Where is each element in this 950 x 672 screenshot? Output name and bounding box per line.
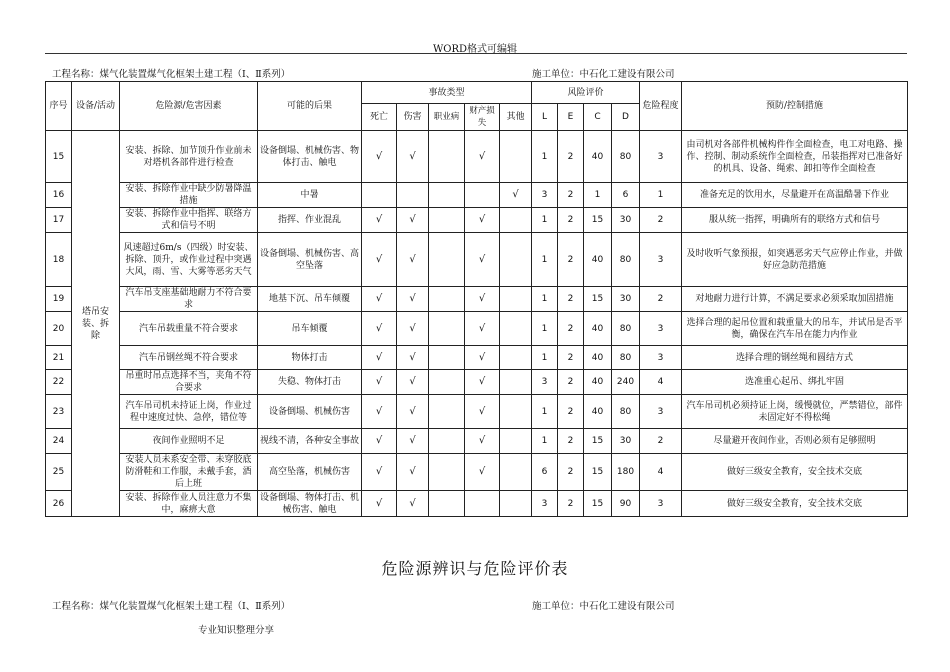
risk-E: 2: [558, 233, 584, 287]
measures-cell: 选择合理的起吊位置和载重量大的吊车，并试吊是否平衡，确保在汽车吊在能力内作业: [682, 312, 908, 346]
col-seq: 序号: [46, 82, 72, 131]
property-check: √: [465, 370, 500, 395]
col-other: 其他: [500, 104, 532, 131]
measures-cell: 准备充足的饮用水，尽量避开在高温酷暑下作业: [682, 183, 908, 208]
risk-E: 2: [558, 454, 584, 491]
col-accident-type: 事故类型: [362, 82, 532, 104]
occupational-check: [429, 395, 465, 429]
risk-D: 90: [612, 491, 640, 517]
project-name-repeat: 工程名称：煤气化装置煤气化框架土建工程（Ⅰ、Ⅱ系列）: [52, 601, 291, 612]
construction-unit-repeat: 施工单位：中石化工建设有限公司: [532, 601, 675, 612]
page-header-label: WORD格式可编辑: [432, 44, 518, 55]
other-check: [500, 233, 532, 287]
hazard-cell: 夜间作业照明不足: [120, 429, 258, 454]
death-check: √: [362, 429, 397, 454]
injury-check: √: [397, 287, 429, 312]
occupational-check: [429, 312, 465, 346]
measures-cell: 汽车吊司机必须持证上岗，缓慢就位，严禁错位，部件未固定好不得松绳: [682, 395, 908, 429]
hazard-table: [45, 81, 908, 517]
risk-E: 2: [558, 346, 584, 370]
table-row: [46, 346, 908, 370]
occupational-check: [429, 346, 465, 370]
risk-C: 1: [584, 183, 612, 208]
occupational-check: [429, 491, 465, 517]
consequence-cell: 失稳、物体打击: [258, 370, 362, 395]
other-check: [500, 312, 532, 346]
death-check: √: [362, 312, 397, 346]
risk-L: 3: [532, 183, 558, 208]
risk-C: 40: [584, 233, 612, 287]
col-death: 死亡: [362, 104, 397, 131]
other-check: [500, 370, 532, 395]
risk-E: 2: [558, 131, 584, 183]
other-check: [500, 429, 532, 454]
risk-D: 240: [612, 370, 640, 395]
property-check: √: [465, 429, 500, 454]
injury-check: √: [397, 233, 429, 287]
risk-L: 1: [532, 312, 558, 346]
risk-E: 2: [558, 312, 584, 346]
risk-C: 15: [584, 491, 612, 517]
death-check: [362, 183, 397, 208]
risk-C: 40: [584, 346, 612, 370]
risk-D: 80: [612, 131, 640, 183]
row-number: 19: [46, 287, 72, 312]
col-measures: 预防/控制措施: [682, 82, 908, 131]
risk-L: 3: [532, 370, 558, 395]
danger-level: 3: [640, 312, 682, 346]
consequence-cell: 视线不清，各种安全事故: [258, 429, 362, 454]
risk-L: 1: [532, 429, 558, 454]
occupational-check: [429, 183, 465, 208]
other-check: [500, 491, 532, 517]
hazard-cell: 安装人员未系安全带、未穿胶底防滑鞋和工作服，未戴手套，酒后上班: [120, 454, 258, 491]
other-check: [500, 131, 532, 183]
risk-C: 40: [584, 370, 612, 395]
hazard-cell: 汽车吊司机未持证上岗，作业过程中速度过快、急停，错位等: [120, 395, 258, 429]
risk-C: 40: [584, 312, 612, 346]
danger-level: 2: [640, 287, 682, 312]
hazard-cell: 汽车吊钢丝绳不符合要求: [120, 346, 258, 370]
risk-E: 2: [558, 287, 584, 312]
table-row: [46, 131, 908, 183]
col-L: L: [532, 104, 558, 131]
hazard-cell: 安装、拆除、加节顶升作业前未对塔机各部件进行检查: [120, 131, 258, 183]
col-occupational: 职业病: [429, 104, 465, 131]
risk-L: 3: [532, 491, 558, 517]
measures-cell: 尽量避开夜间作业，否则必须有足够照明: [682, 429, 908, 454]
injury-check: √: [397, 491, 429, 517]
danger-level: 3: [640, 233, 682, 287]
risk-D: 30: [612, 429, 640, 454]
danger-level: 2: [640, 429, 682, 454]
property-check: √: [465, 395, 500, 429]
property-check: √: [465, 346, 500, 370]
row-number: 20: [46, 312, 72, 346]
col-consequence: 可能的后果: [258, 82, 362, 131]
table-row: [46, 208, 908, 233]
risk-E: 2: [558, 429, 584, 454]
table-row: [46, 395, 908, 429]
injury-check: √: [397, 395, 429, 429]
consequence-cell: 设备倒塌、机械伤害: [258, 395, 362, 429]
table-row: [46, 312, 908, 346]
risk-D: 80: [612, 346, 640, 370]
table-row: [46, 287, 908, 312]
risk-L: 6: [532, 454, 558, 491]
consequence-cell: 设备倒塌、物体打击、机械伤害、触电: [258, 491, 362, 517]
consequence-cell: 吊车倾覆: [258, 312, 362, 346]
risk-C: 15: [584, 454, 612, 491]
risk-E: 2: [558, 183, 584, 208]
consequence-cell: 中暑: [258, 183, 362, 208]
header-rule: [45, 53, 907, 54]
table-row: [46, 233, 908, 287]
injury-check: √: [397, 312, 429, 346]
risk-C: 40: [584, 131, 612, 183]
col-equipment: 设备/活动: [72, 82, 120, 131]
hazard-cell: 安装、拆除作业中指挥、联络方式和信号不明: [120, 208, 258, 233]
risk-L: 1: [532, 287, 558, 312]
risk-D: 80: [612, 312, 640, 346]
measures-cell: 对地耐力进行计算，不满足要求必须采取加固措施: [682, 287, 908, 312]
risk-E: 2: [558, 491, 584, 517]
row-number: 24: [46, 429, 72, 454]
property-check: [465, 491, 500, 517]
col-injury: 伤害: [397, 104, 429, 131]
risk-D: 80: [612, 233, 640, 287]
occupational-check: [429, 208, 465, 233]
other-check: [500, 454, 532, 491]
hazard-cell: 汽车吊支座基础地耐力不符合要求: [120, 287, 258, 312]
property-check: √: [465, 454, 500, 491]
risk-E: 2: [558, 395, 584, 429]
measures-cell: 做好三级安全教育，安全技术交底: [682, 491, 908, 517]
death-check: √: [362, 287, 397, 312]
risk-L: 1: [532, 395, 558, 429]
hazard-cell: 安装、拆除作业人员注意力不集中，麻痹大意: [120, 491, 258, 517]
danger-level: 2: [640, 208, 682, 233]
other-check: [500, 395, 532, 429]
measures-cell: 选择合理的钢丝绳和圆结方式: [682, 346, 908, 370]
risk-L: 1: [532, 208, 558, 233]
death-check: √: [362, 131, 397, 183]
occupational-check: [429, 287, 465, 312]
table-row: [46, 454, 908, 491]
occupational-check: [429, 131, 465, 183]
injury-check: √: [397, 131, 429, 183]
row-number: 18: [46, 233, 72, 287]
other-check: √: [500, 183, 532, 208]
other-check: [500, 208, 532, 233]
col-property: 财产损失: [465, 104, 500, 131]
danger-level: 4: [640, 370, 682, 395]
risk-D: 30: [612, 287, 640, 312]
danger-level: 3: [640, 346, 682, 370]
equipment-group: 塔吊安装、拆除: [72, 131, 120, 517]
occupational-check: [429, 454, 465, 491]
consequence-cell: 设备倒塌、机械伤害、物体打击、触电: [258, 131, 362, 183]
table-title: 危险源辨识与危险评价表: [381, 559, 569, 578]
death-check: √: [362, 395, 397, 429]
row-number: 23: [46, 395, 72, 429]
death-check: √: [362, 454, 397, 491]
footer-text: 专业知识整理分享: [198, 625, 275, 636]
measures-cell: 做好三级安全教育，安全技术交底: [682, 454, 908, 491]
row-number: 26: [46, 491, 72, 517]
row-number: 21: [46, 346, 72, 370]
death-check: √: [362, 370, 397, 395]
injury-check: √: [397, 208, 429, 233]
project-name: 工程名称：煤气化装置煤气化框架土建工程（Ⅰ、Ⅱ系列）: [52, 69, 291, 80]
consequence-cell: 指挥、作业混乱: [258, 208, 362, 233]
measures-cell: 选准重心起吊、绑扎牢固: [682, 370, 908, 395]
table-row: [46, 429, 908, 454]
row-number: 16: [46, 183, 72, 208]
occupational-check: [429, 233, 465, 287]
col-D: D: [612, 104, 640, 131]
property-check: √: [465, 287, 500, 312]
row-number: 17: [46, 208, 72, 233]
property-check: [465, 183, 500, 208]
hazard-cell: 汽车吊载重量不符合要求: [120, 312, 258, 346]
consequence-cell: 高空坠落，机械伤害: [258, 454, 362, 491]
death-check: √: [362, 346, 397, 370]
property-check: √: [465, 312, 500, 346]
consequence-cell: 地基下沉、吊车倾覆: [258, 287, 362, 312]
danger-level: 1: [640, 183, 682, 208]
property-check: √: [465, 208, 500, 233]
injury-check: √: [397, 370, 429, 395]
hazard-cell: 吊重时吊点选择不当，夹角不符合要求: [120, 370, 258, 395]
row-number: 25: [46, 454, 72, 491]
col-hazard: 危险源/危害因素: [120, 82, 258, 131]
table-row: [46, 370, 908, 395]
hazard-cell: 安装、拆除作业中缺少防暑降温措施: [120, 183, 258, 208]
risk-L: 1: [532, 233, 558, 287]
property-check: √: [465, 131, 500, 183]
table-row: [46, 183, 908, 208]
death-check: √: [362, 491, 397, 517]
measures-cell: 及时收听气象预报，如突遇恶劣天气应停止作业，并做好应急防范措施: [682, 233, 908, 287]
danger-level: 3: [640, 491, 682, 517]
other-check: [500, 346, 532, 370]
risk-E: 2: [558, 208, 584, 233]
other-check: [500, 287, 532, 312]
risk-L: 1: [532, 131, 558, 183]
hazard-cell: 风速超过6m/s（四级）时安装、拆除、顶升，或作业过程中突遇大风，雨、雪、大雾等恶劣天气: [120, 233, 258, 287]
occupational-check: [429, 370, 465, 395]
occupational-check: [429, 429, 465, 454]
risk-C: 40: [584, 395, 612, 429]
risk-D: 30: [612, 208, 640, 233]
risk-L: 1: [532, 346, 558, 370]
danger-level: 3: [640, 395, 682, 429]
col-C: C: [584, 104, 612, 131]
injury-check: √: [397, 429, 429, 454]
col-E: E: [558, 104, 584, 131]
injury-check: √: [397, 346, 429, 370]
risk-D: 80: [612, 395, 640, 429]
risk-D: 6: [612, 183, 640, 208]
table-row: [46, 491, 908, 517]
death-check: √: [362, 233, 397, 287]
row-number: 15: [46, 131, 72, 183]
col-risk-eval: 风险评价: [532, 82, 640, 104]
row-number: 22: [46, 370, 72, 395]
measures-cell: 服从统一指挥，明确所有的联络方式和信号: [682, 208, 908, 233]
col-level: 危险程度: [640, 82, 682, 131]
risk-D: 180: [612, 454, 640, 491]
injury-check: [397, 183, 429, 208]
consequence-cell: 物体打击: [258, 346, 362, 370]
measures-cell: 由司机对各部件机械构件作全面检查，电工对电路、操作、控制、制动系统作全面检查，吊装指挥对已准备好的机具、设备、绳索、卸扣等作全面检查: [682, 131, 908, 183]
injury-check: √: [397, 454, 429, 491]
risk-E: 2: [558, 370, 584, 395]
death-check: √: [362, 208, 397, 233]
risk-C: 15: [584, 208, 612, 233]
construction-unit: 施工单位：中石化工建设有限公司: [532, 69, 675, 80]
property-check: √: [465, 233, 500, 287]
consequence-cell: 设备倒塌、机械伤害、高空坠落: [258, 233, 362, 287]
danger-level: 3: [640, 131, 682, 183]
danger-level: 4: [640, 454, 682, 491]
risk-C: 15: [584, 429, 612, 454]
risk-C: 15: [584, 287, 612, 312]
